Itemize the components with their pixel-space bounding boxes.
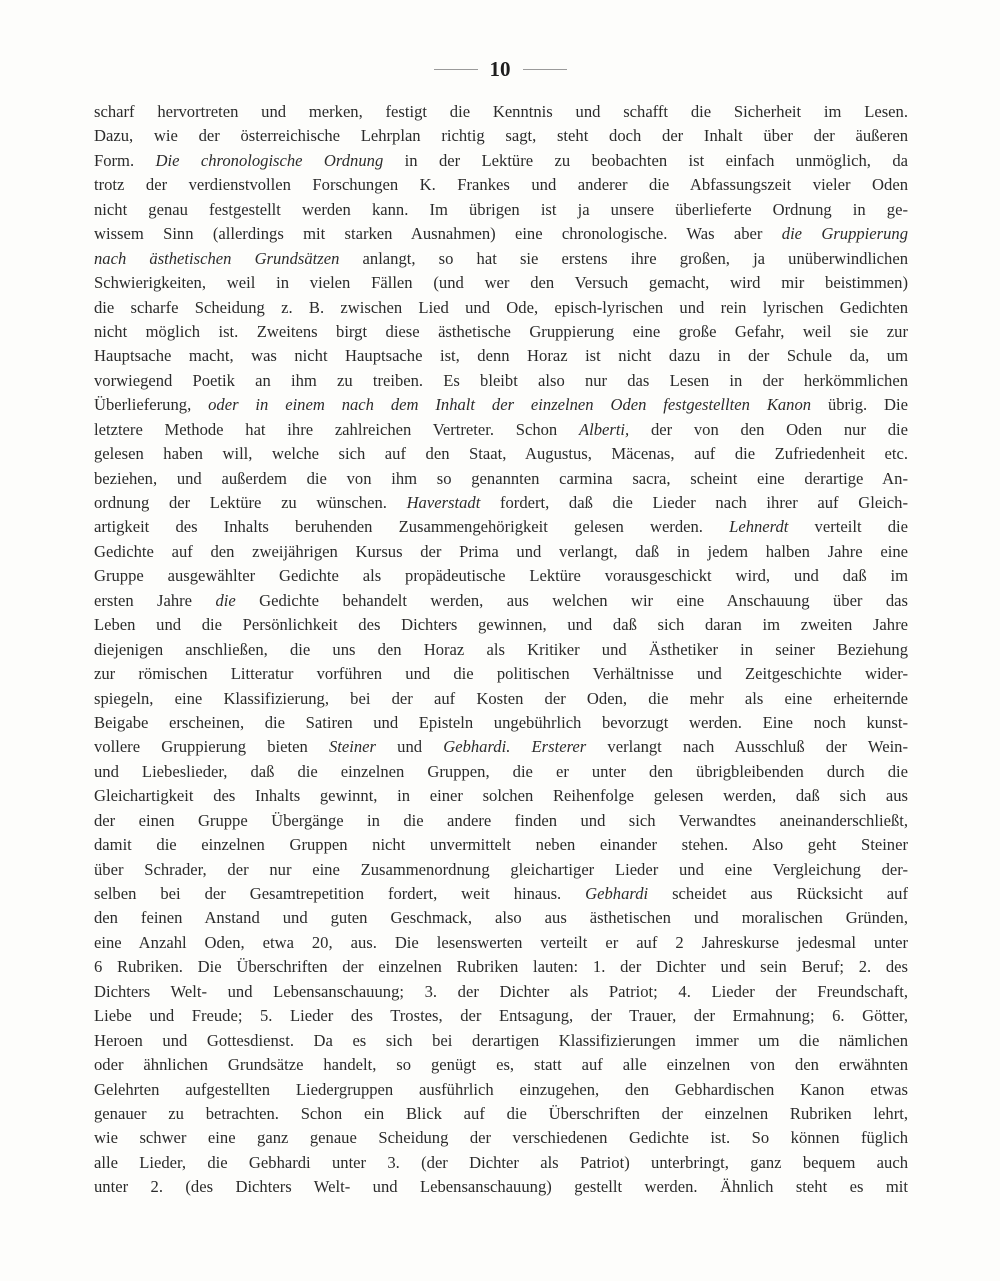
italic-text: Lehnerdt [729,517,789,537]
text-line [94,296,908,320]
text-line [94,491,908,515]
text-segment: verteilt die [788,517,908,537]
text-line [94,858,908,882]
text-line [94,980,908,1004]
text-segment: unter 2. (des Dichters Welt- und Lebensanschauung) gestellt werden. Ähnlich steht es mit [94,1177,908,1197]
text-line [94,931,908,955]
header-rule-right [523,69,567,70]
text-segment: vollere Gruppierung bieten [94,737,329,757]
text-line [94,564,908,588]
text-line [94,955,908,979]
text-segment: Hauptsache macht, was nicht Hauptsache ist, denn Horaz ist nicht dazu in der Schule da, um [94,346,908,366]
text-line [94,784,908,808]
text-segment: die scharfe Scheidung z. B. zwischen Lied und Ode, episch-lyrischen und rein lyrischen Gedichten [94,297,908,317]
text-segment: damit die einzelnen Gruppen nicht unvermittelt neben einander stehen. Also geht Steiner [94,835,908,855]
text-line [94,467,908,491]
text-segment: verlangt nach Ausschluß der Wein- [586,737,908,757]
italic-text: Gebhardi. [443,737,511,757]
text-line [94,1053,908,1077]
text-segment: anlangt, so hat sie erstens ihre großen, ja unüberwindlichen [339,248,908,268]
text-segment: Schwierigkeiten, weil in vielen Fällen (und wer den Versuch gemacht, wird mir beistimmen) [94,273,908,293]
text-segment: Heroen und Gottesdienst. Da es sich bei derartigen Klassifizierungen immer um die nämlichen [94,1030,908,1050]
text-segment: Gedichte behandelt werden, aus welchen wir eine Anschauung über das [235,590,908,610]
text-segment: zur römischen Litteratur vorführen und die politischen Verhältnisse und Zeitgeschichte wider- [94,664,908,684]
page-number: 10 [489,56,511,81]
text-segment: wissem Sinn (allerdings mit starken Ausnahmen) eine chronologische. Was aber [94,224,782,244]
text-segment: und Liebeslieder, daß die einzelnen Gruppen, die er unter den übrigbleibenden durch die [94,761,908,781]
text-segment: über Schrader, der nur eine Zusammenordnung gleichartiger Lieder und eine Vergleichung der- [94,859,908,879]
text-line [94,638,908,662]
text-segment: und [375,737,444,757]
text-segment: oder ähnlichen Grundsätze handelt, so genügt es, statt auf alle einzelnen von den erwähnten [94,1055,908,1075]
text-segment: Liebe und Freude; 5. Lieder des Trostes, der Entsagung, der Trauer, der Ermahnung; 6. Götter, [94,1006,908,1026]
text-segment: Dichters Welt- und Lebensanschauung; 3. der Dichter als Patriot; 4. Lieder der Freundschaft, [94,981,908,1001]
italic-text: die [215,590,236,610]
text-segment: übrig. Die [811,395,908,415]
italic-text: Ersterer [531,737,587,757]
text-segment: der von den Oden nur die [629,419,908,439]
header-rule-left [434,69,478,70]
text-segment: ersten Jahre [94,590,216,610]
text-segment: 6 Rubriken. Die Überschriften der einzelnen Rubriken lauten: 1. der Dichter und sein Beruf; 2. des [94,957,908,977]
text-line [94,540,908,564]
text-segment: spiegeln, eine Klassifizierung, bei der auf Kosten der Oden, die mehr als eine erheiternde [94,688,908,708]
italic-text: Gebhardi [585,884,649,903]
text-line [94,344,908,368]
text-line [94,1029,908,1053]
text-line [94,320,908,344]
italic-text: nach ästhetischen Grundsätzen [94,248,340,268]
text-segment: trotz der verdienstvollen Forschungen K. Frankes und anderer die Abfassungszeit vieler Oden [94,175,908,195]
text-segment: eine Anzahl Oden, etwa 20, aus. Die lesenswerten verteilt er auf 2 Jahreskurse jedesmal unter [94,932,908,952]
text-line [94,1151,908,1175]
text-line [94,711,908,735]
text-segment: Gruppe ausgewählter Gedichte als propädeutische Lektüre vorausgeschickt wird, und daß im [94,566,908,586]
text-segment: der einen Gruppe Übergänge in die andere finden und sich Verwandtes aneinanderschließt, [94,810,908,830]
italic-text: Die chronologische Ordnung [155,150,384,170]
text-line [94,1102,908,1126]
body-text [94,100,908,1200]
text-segment: beziehen, und außerdem die von ihm so genannten carmina sacra, scheint eine derartige An- [94,468,908,488]
text-line [94,271,908,295]
text-segment: letztere Methode hat ihre zahlreichen Vertreter. Schon [94,419,579,439]
text-line [94,809,908,833]
text-line [94,124,908,148]
page-header [0,56,1000,82]
text-segment: scheidet aus Rücksicht auf [648,884,908,903]
text-line [94,589,908,613]
text-line [94,1126,908,1150]
text-segment: Gelehrten aufgestellten Liedergruppen ausführlich einzugehen, den Gebhardischen Kanon etwas [94,1079,908,1099]
text-segment: Gedichte auf den zweijährigen Kursus der Prima und verlangt, daß in jedem halben Jahre eine [94,541,908,561]
text-segment: Gleichartigkeit des Inhalts gewinnt, in einer solchen Reihenfolge gelesen werden, daß sich aus [94,786,908,806]
text-segment: selben bei der Gesamtrepetition fordert, weit hinaus. [94,884,586,903]
text-line [94,100,908,124]
text-line [94,906,908,930]
text-line [94,1175,908,1199]
text-line [94,247,908,271]
italic-text: Haverstadt [406,493,481,512]
text-line [94,760,908,784]
text-segment: alle Lieder, die Gebhardi unter 3. (der Dichter als Patriot) unterbringt, ganz bequem auch [94,1152,908,1172]
text-segment: genauer zu betrachten. Schon ein Blick auf die Überschriften der einzelnen Rubriken lehrt, [94,1103,908,1123]
text-line [94,442,908,466]
text-segment: artigkeit des Inhalts beruhenden Zusammengehörigkeit gelesen werden. [94,517,730,537]
text-segment: ordnung der Lektüre zu wünschen. [94,493,407,512]
text-line [94,198,908,222]
text-line [94,1004,908,1028]
text-segment: vorwiegend Poetik an ihm zu treiben. Es bleibt also nur das Lesen in der herkömmlichen [94,370,908,390]
text-line [94,882,908,906]
text-line [94,393,908,417]
text-line [94,1078,908,1102]
text-line [94,149,908,173]
text-line [94,515,908,539]
text-line [94,173,908,197]
text-segment: nicht möglich ist. Zweitens birgt diese ästhetische Gruppierung eine große Gefahr, weil sie zur [94,321,908,341]
text-segment: scharf hervortreten und merken, festigt die Kenntnis und schafft die Sicherheit im Lesen. [94,102,908,121]
italic-text: Alberti, [578,419,630,439]
italic-text: die Gruppierung [781,224,908,244]
text-line [94,662,908,686]
text-segment: Leben und die Persönlichkeit des Dichters gewinnen, und daß sich daran im zweiten Jahre [94,615,908,635]
text-segment: in der Lektüre zu beobachten ist einfach unmöglich, da [383,150,908,170]
text-line [94,833,908,857]
text-line [94,735,908,759]
italic-text: oder in einem nach dem Inhalt der einzelnen Oden festgestellten Kanon [208,395,812,415]
text-segment: fordert, daß die Lieder nach ihrer auf Gleich- [480,493,908,512]
text-segment: Beigabe erscheinen, die Satiren und Episteln ungebührlich bevorzugt werden. Eine noch kunst- [94,712,908,732]
text-segment: wie schwer eine ganz genaue Scheidung der verschiedenen Gedichte ist. So können füglich [94,1128,908,1148]
italic-text: Steiner [328,737,376,757]
text-line [94,613,908,637]
text-segment: Form. [94,150,156,170]
text-segment: nicht genau festgestellt werden kann. Im übrigen ist ja unsere überlieferte Ordnung in ge- [94,199,908,219]
text-segment: Überlieferung, [94,395,209,415]
text-line [94,687,908,711]
text-segment: gelesen haben will, welche sich auf den Staat, Augustus, Mäcenas, auf die Zufriedenheit etc. [94,444,908,464]
text-segment: Dazu, wie der österreichische Lehrplan richtig sagt, steht doch der Inhalt über der äußeren [94,126,908,146]
text-segment [510,737,531,756]
text-line [94,369,908,393]
text-segment: diejenigen anschließen, die uns den Horaz als Kritiker und Ästhetiker in seiner Beziehung [94,639,908,659]
text-line [94,418,908,442]
text-segment: den feinen Anstand und guten Geschmack, also aus ästhetischen und moralischen Gründen, [94,908,908,928]
text-line [94,222,908,246]
